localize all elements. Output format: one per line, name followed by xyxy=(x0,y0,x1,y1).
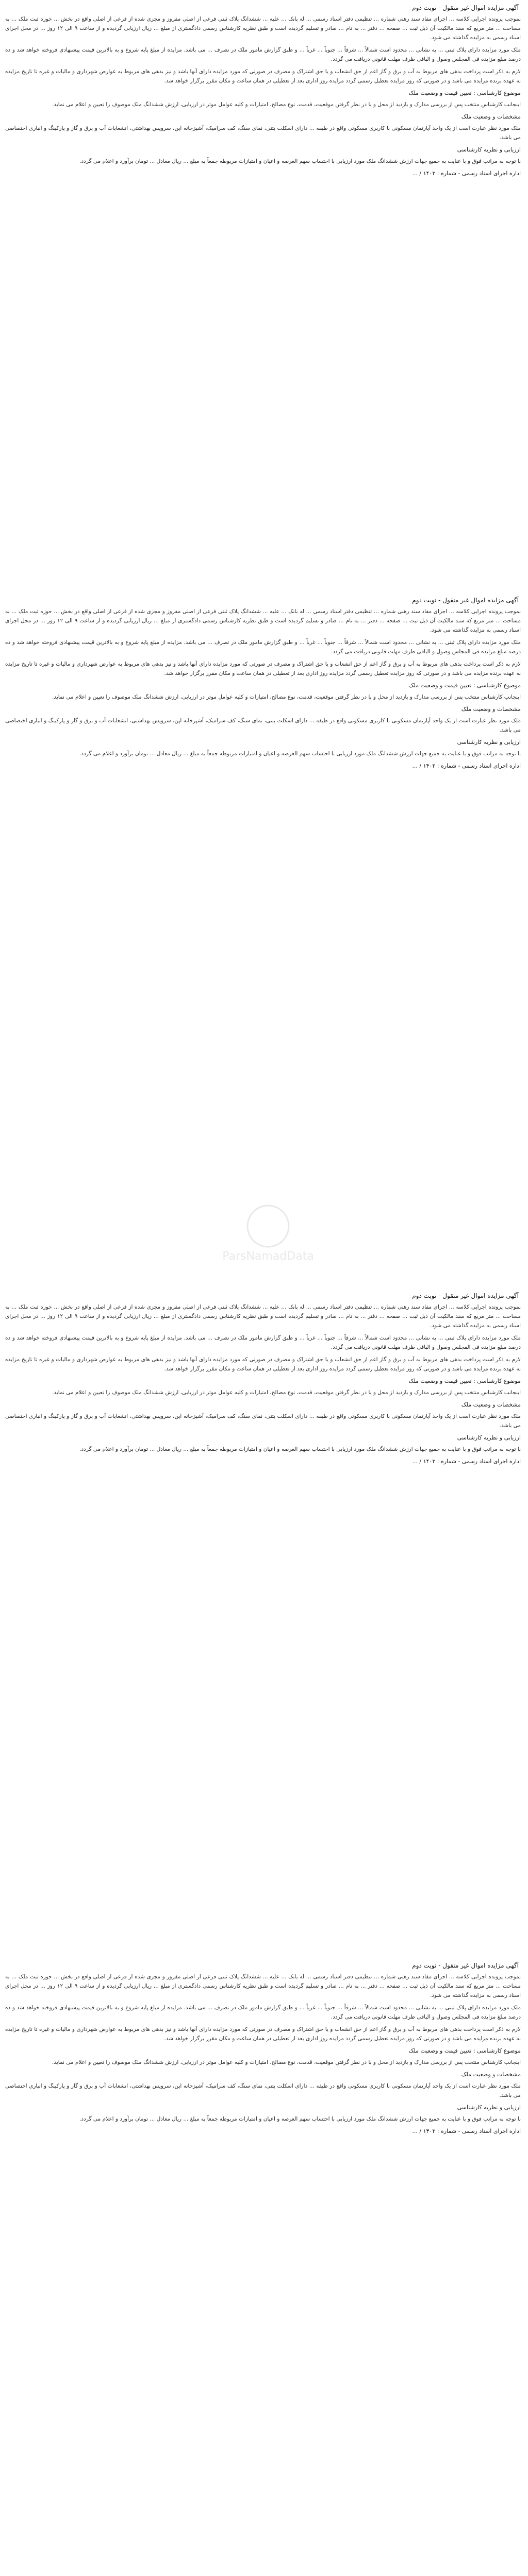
section-1-text: اینجانب کارشناس منتخب پس از بررسی مدارک و بازدید از محل و با در نظر گرفتن موقعیت، قدمت، نوع مصالح، امتیازات و کلیه عوامل موثر در ارزیابی، ارزش ششدانگ ملک موصوف را تعیین و اعلام می نماید. xyxy=(52,694,521,700)
section-2-label: مشخصات و وضعیت ملک xyxy=(461,2071,521,2078)
notice-body-terms: لازم به ذکر است پرداخت بدهی های مربوط به آب و برق و گاز اعم از حق انشعاب و یا حق اشتراک و مصرف در صورتی که مورد مزایده دارای آنها باشد و نیز بدهی های مربوط به عوارض شهرداری و مالیات و غیره تا تاریخ مزایده به عهده برنده مزایده می باشد و در صورتی که روز مزایده تعطیل رسمی گردد مزایده روز اداری بعد از تعطیلی در همان ساعت و مکان مقرر برگزار خواهد شد. xyxy=(5,2026,521,2042)
notice-closing: اداره اجرای اسناد رسمی - شماره : ۱۴۰۳ / ... xyxy=(412,170,521,177)
section-3-text: با توجه به مراتب فوق و با عنایت به جمیع جهات ارزش ششدانگ ملک مورد ارزیابی با احتساب سهم العرصه و اعیان و امتیازات مربوطه جمعاً به مبلغ ... ریال معادل ... تومان برآورد و اعلام می گردد. xyxy=(79,1446,521,1452)
section-1-text: اینجانب کارشناس منتخب پس از بررسی مدارک و بازدید از محل و با در نظر گرفتن موقعیت، قدمت، نوع مصالح، امتیازات و کلیه عوامل موثر در ارزیابی، ارزش ششدانگ ملک موصوف را تعیین و اعلام می نماید. xyxy=(52,101,521,108)
notice-title: آگهی مزایده اموال غیر منقول - نوبت دوم xyxy=(412,597,519,604)
notice-body-intro: بموجب پرونده اجرایی کلاسه ... اجرای مفاد سند رهنی شماره ... تنظیمی دفتر اسناد رسمی ... له بانک ... علیه ... ششدانگ پلاک ثبتی فرعی از اصلی مفروز و مجزی شده از فرعی از اصلی واقع در بخش ... حوزه ثبت ملک ... به مساحت ... متر مربع که سند مالکیت آن ذیل ثبت ... صفحه ... دفتر ... به نام ... صادر و تسلیم گردیده است و طبق نظریه کارشناس رسمی دادگستری از مبلغ ... ریال ارزیابی گردیده و از ساعت ۹ الی ۱۲ روز ... در محل اجرای اسناد رسمی به مزایده گذاشته می شود. xyxy=(5,608,521,633)
notice-block-2 xyxy=(5,592,521,773)
notice-title: آگهی مزایده اموال غیر منقول - نوبت دوم xyxy=(412,4,519,11)
section-2-label: مشخصات و وضعیت ملک xyxy=(461,113,521,120)
notice-closing: اداره اجرای اسناد رسمی - شماره : ۱۴۰۳ / ... xyxy=(412,1458,521,1465)
section-3-text: با توجه به مراتب فوق و با عنایت به جمیع جهات ارزش ششدانگ ملک مورد ارزیابی با احتساب سهم العرصه و اعیان و امتیازات مربوطه جمعاً به مبلغ ... ریال معادل ... تومان برآورد و اعلام می گردد. xyxy=(79,2116,521,2122)
section-2-text: ملک مورد نظر عبارت است از یک واحد آپارتمان مسکونی با کاربری مسکونی واقع در طبقه ... دارای اسکلت بتنی، نمای سنگ، کف سرامیک، آشپزخانه اپن، سرویس بهداشتی، انشعابات آب و برق و گاز و پارکینگ و انباری اختصاصی می باشد. xyxy=(5,718,521,733)
section-1-label: موضوع کارشناسی : تعیین قیمت و وضعیت ملک xyxy=(408,2047,521,2054)
section-3-label: ارزیابی و نظریه کارشناسی xyxy=(457,1434,521,1441)
notice-title: آگهی مزایده اموال غیر منقول - نوبت دوم xyxy=(412,1292,519,1299)
section-3-text: با توجه به مراتب فوق و با عنایت به جمیع جهات ارزش ششدانگ ملک مورد ارزیابی با احتساب سهم العرصه و اعیان و امتیازات مربوطه جمعاً به مبلغ ... ریال معادل ... تومان برآورد و اعلام می گردد. xyxy=(79,158,521,164)
notice-body-terms: لازم به ذکر است پرداخت بدهی های مربوط به آب و برق و گاز اعم از حق انشعاب و یا حق اشتراک و مصرف در صورتی که مورد مزایده دارای آنها باشد و نیز بدهی های مربوط به عوارض شهرداری و مالیات و غیره تا تاریخ مزایده به عهده برنده مزایده می باشد و در صورتی که روز مزایده تعطیل رسمی گردد مزایده روز اداری بعد از تعطیلی در همان ساعت و مکان مقرر برگزار خواهد شد. xyxy=(5,1357,521,1372)
section-2-text: ملک مورد نظر عبارت است از یک واحد آپارتمان مسکونی با کاربری مسکونی واقع در طبقه ... دارای اسکلت بتنی، نمای سنگ، کف سرامیک، آشپزخانه اپن، سرویس بهداشتی، انشعابات آب و برق و گاز و پارکینگ و انباری اختصاصی می باشد. xyxy=(5,125,521,141)
section-1-label: موضوع کارشناسی : تعیین قیمت و وضعیت ملک xyxy=(408,90,521,96)
section-1-text: اینجانب کارشناس منتخب پس از بررسی مدارک و بازدید از محل و با در نظر گرفتن موقعیت، قدمت، نوع مصالح، امتیازات و کلیه عوامل موثر در ارزیابی، ارزش ششدانگ ملک موصوف را تعیین و اعلام می نماید. xyxy=(52,2059,521,2065)
notice-body-intro: بموجب پرونده اجرایی کلاسه ... اجرای مفاد سند رهنی شماره ... تنظیمی دفتر اسناد رسمی ... له بانک ... علیه ... ششدانگ پلاک ثبتی فرعی از اصلی مفروز و مجزی شده از فرعی از اصلی واقع در بخش ... حوزه ثبت ملک ... به مساحت ... متر مربع که سند مالکیت آن ذیل ثبت ... صفحه ... دفتر ... به نام ... صادر و تسلیم گردیده است و طبق نظریه کارشناس رسمی دادگستری از مبلغ ... ریال ارزیابی گردیده و از ساعت ۹ الی ۱۲ روز ... در محل اجرای اسناد رسمی به مزایده گذاشته می شود. xyxy=(5,1974,521,1998)
section-2-text: ملک مورد نظر عبارت است از یک واحد آپارتمان مسکونی با کاربری مسکونی واقع در طبقه ... دارای اسکلت بتنی، نمای سنگ، کف سرامیک، آشپزخانه اپن، سرویس بهداشتی، انشعابات آب و برق و گاز و پارکینگ و انباری اختصاصی می باشد. xyxy=(5,2083,521,2098)
notice-body-detail: ملک مورد مزایده دارای پلاک ثبتی ... به نشانی ... محدود است شمالاً ... شرقاً ... جنوباً ... غرباً ... و طبق گزارش مامور ملک در تصرف ... می باشد. مزایده از مبلغ پایه شروع و به بالاترین قیمت پیشنهادی فروخته خواهد شد و ده درصد مبلغ مزایده فی المجلس وصول و الباقی ظرف مهلت قانونی دریافت می گردد. xyxy=(5,1335,521,1350)
watermark-logo-icon xyxy=(186,1195,351,1267)
notice-closing: اداره اجرای اسناد رسمی - شماره : ۱۴۰۳ / ... xyxy=(412,2128,521,2134)
notice-body-terms: لازم به ذکر است پرداخت بدهی های مربوط به آب و برق و گاز اعم از حق انشعاب و یا حق اشتراک و مصرف در صورتی که مورد مزایده دارای آنها باشد و نیز بدهی های مربوط به عوارض شهرداری و مالیات و غیره تا تاریخ مزایده به عهده برنده مزایده می باشد و در صورتی که روز مزایده تعطیل رسمی گردد مزایده روز اداری بعد از تعطیلی در همان ساعت و مکان مقرر برگزار خواهد شد. xyxy=(5,661,521,676)
section-2-label: مشخصات و وضعیت ملک xyxy=(461,1401,521,1408)
notice-body-intro: بموجب پرونده اجرایی کلاسه ... اجرای مفاد سند رهنی شماره ... تنظیمی دفتر اسناد رسمی ... له بانک ... علیه ... ششدانگ پلاک ثبتی فرعی از اصلی مفروز و مجزی شده از فرعی از اصلی واقع در بخش ... حوزه ثبت ملک ... به مساحت ... متر مربع که سند مالکیت آن ذیل ثبت ... صفحه ... دفتر ... به نام ... صادر و تسلیم گردیده است و طبق نظریه کارشناس رسمی دادگستری از مبلغ ... ریال ارزیابی گردیده و از ساعت ۹ الی ۱۲ روز ... در محل اجرای اسناد رسمی به مزایده گذاشته می شود. xyxy=(5,1304,521,1329)
notice-body-intro: بموجب پرونده اجرایی کلاسه ... اجرای مفاد سند رهنی شماره ... تنظیمی دفتر اسناد رسمی ... له بانک ... علیه ... ششدانگ پلاک ثبتی فرعی از اصلی مفروز و مجزی شده از فرعی از اصلی واقع در بخش ... حوزه ثبت ملک ... به مساحت ... متر مربع که سند مالکیت آن ذیل ثبت ... صفحه ... دفتر ... به نام ... صادر و تسلیم گردیده است و طبق نظریه کارشناس رسمی دادگستری از مبلغ ... ریال ارزیابی گردیده و از ساعت ۹ الی ۱۲ روز ... در محل اجرای اسناد رسمی به مزایده گذاشته می شود. xyxy=(5,16,521,41)
section-3-text: با توجه به مراتب فوق و با عنایت به جمیع جهات ارزش ششدانگ ملک مورد ارزیابی با احتساب سهم العرصه و اعیان و امتیازات مربوطه جمعاً به مبلغ ... ریال معادل ... تومان برآورد و اعلام می گردد. xyxy=(79,751,521,757)
section-1-text: اینجانب کارشناس منتخب پس از بررسی مدارک و بازدید از محل و با در نظر گرفتن موقعیت، قدمت، نوع مصالح، امتیازات و کلیه عوامل موثر در ارزیابی، ارزش ششدانگ ملک موصوف را تعیین و اعلام می نماید. xyxy=(52,1389,521,1396)
notice-closing: اداره اجرای اسناد رسمی - شماره : ۱۴۰۳ / ... xyxy=(412,762,521,769)
notice-title: آگهی مزایده اموال غیر منقول - نوبت دوم xyxy=(412,1962,519,1969)
section-2-label: مشخصات و وضعیت ملک xyxy=(461,706,521,713)
notice-body-detail: ملک مورد مزایده دارای پلاک ثبتی ... به نشانی ... محدود است شمالاً ... شرقاً ... جنوباً ... غرباً ... و طبق گزارش مامور ملک در تصرف ... می باشد. مزایده از مبلغ پایه شروع و به بالاترین قیمت پیشنهادی فروخته خواهد شد و ده درصد مبلغ مزایده فی المجلس وصول و الباقی ظرف مهلت قانونی دریافت می گردد. xyxy=(5,2005,521,2020)
notice-block-4 xyxy=(5,1958,521,2138)
section-1-label: موضوع کارشناسی : تعیین قیمت و وضعیت ملک xyxy=(408,1378,521,1384)
notice-block-1 xyxy=(5,0,521,180)
section-1-label: موضوع کارشناسی : تعیین قیمت و وضعیت ملک xyxy=(408,682,521,689)
svg-text:ParsNamadData: ParsNamadData xyxy=(222,1250,314,1263)
notice-body-detail: ملک مورد مزایده دارای پلاک ثبتی ... به نشانی ... محدود است شمالاً ... شرقاً ... جنوباً ... غرباً ... و طبق گزارش مامور ملک در تصرف ... می باشد. مزایده از مبلغ پایه شروع و به بالاترین قیمت پیشنهادی فروخته خواهد شد و ده درصد مبلغ مزایده فی المجلس وصول و الباقی ظرف مهلت قانونی دریافت می گردد. xyxy=(5,639,521,655)
section-2-text: ملک مورد نظر عبارت است از یک واحد آپارتمان مسکونی با کاربری مسکونی واقع در طبقه ... دارای اسکلت بتنی، نمای سنگ، کف سرامیک، آشپزخانه اپن، سرویس بهداشتی، انشعابات آب و برق و گاز و پارکینگ و انباری اختصاصی می باشد. xyxy=(5,1413,521,1429)
notice-body-terms: لازم به ذکر است پرداخت بدهی های مربوط به آب و برق و گاز اعم از حق انشعاب و یا حق اشتراک و مصرف در صورتی که مورد مزایده دارای آنها باشد و نیز بدهی های مربوط به عوارض شهرداری و مالیات و غیره تا تاریخ مزایده به عهده برنده مزایده می باشد و در صورتی که روز مزایده تعطیل رسمی گردد مزایده روز اداری بعد از تعطیلی در همان ساعت و مکان مقرر برگزار خواهد شد. xyxy=(5,69,521,84)
notice-body-detail: ملک مورد مزایده دارای پلاک ثبتی ... به نشانی ... محدود است شمالاً ... شرقاً ... جنوباً ... غرباً ... و طبق گزارش مامور ملک در تصرف ... می باشد. مزایده از مبلغ پایه شروع و به بالاترین قیمت پیشنهادی فروخته خواهد شد و ده درصد مبلغ مزایده فی المجلس وصول و الباقی ظرف مهلت قانونی دریافت می گردد. xyxy=(5,47,521,62)
section-3-label: ارزیابی و نظریه کارشناسی xyxy=(457,739,521,745)
section-3-label: ارزیابی و نظریه کارشناسی xyxy=(457,146,521,153)
section-3-label: ارزیابی و نظریه کارشناسی xyxy=(457,2104,521,2111)
notice-block-3 xyxy=(5,1288,521,1468)
